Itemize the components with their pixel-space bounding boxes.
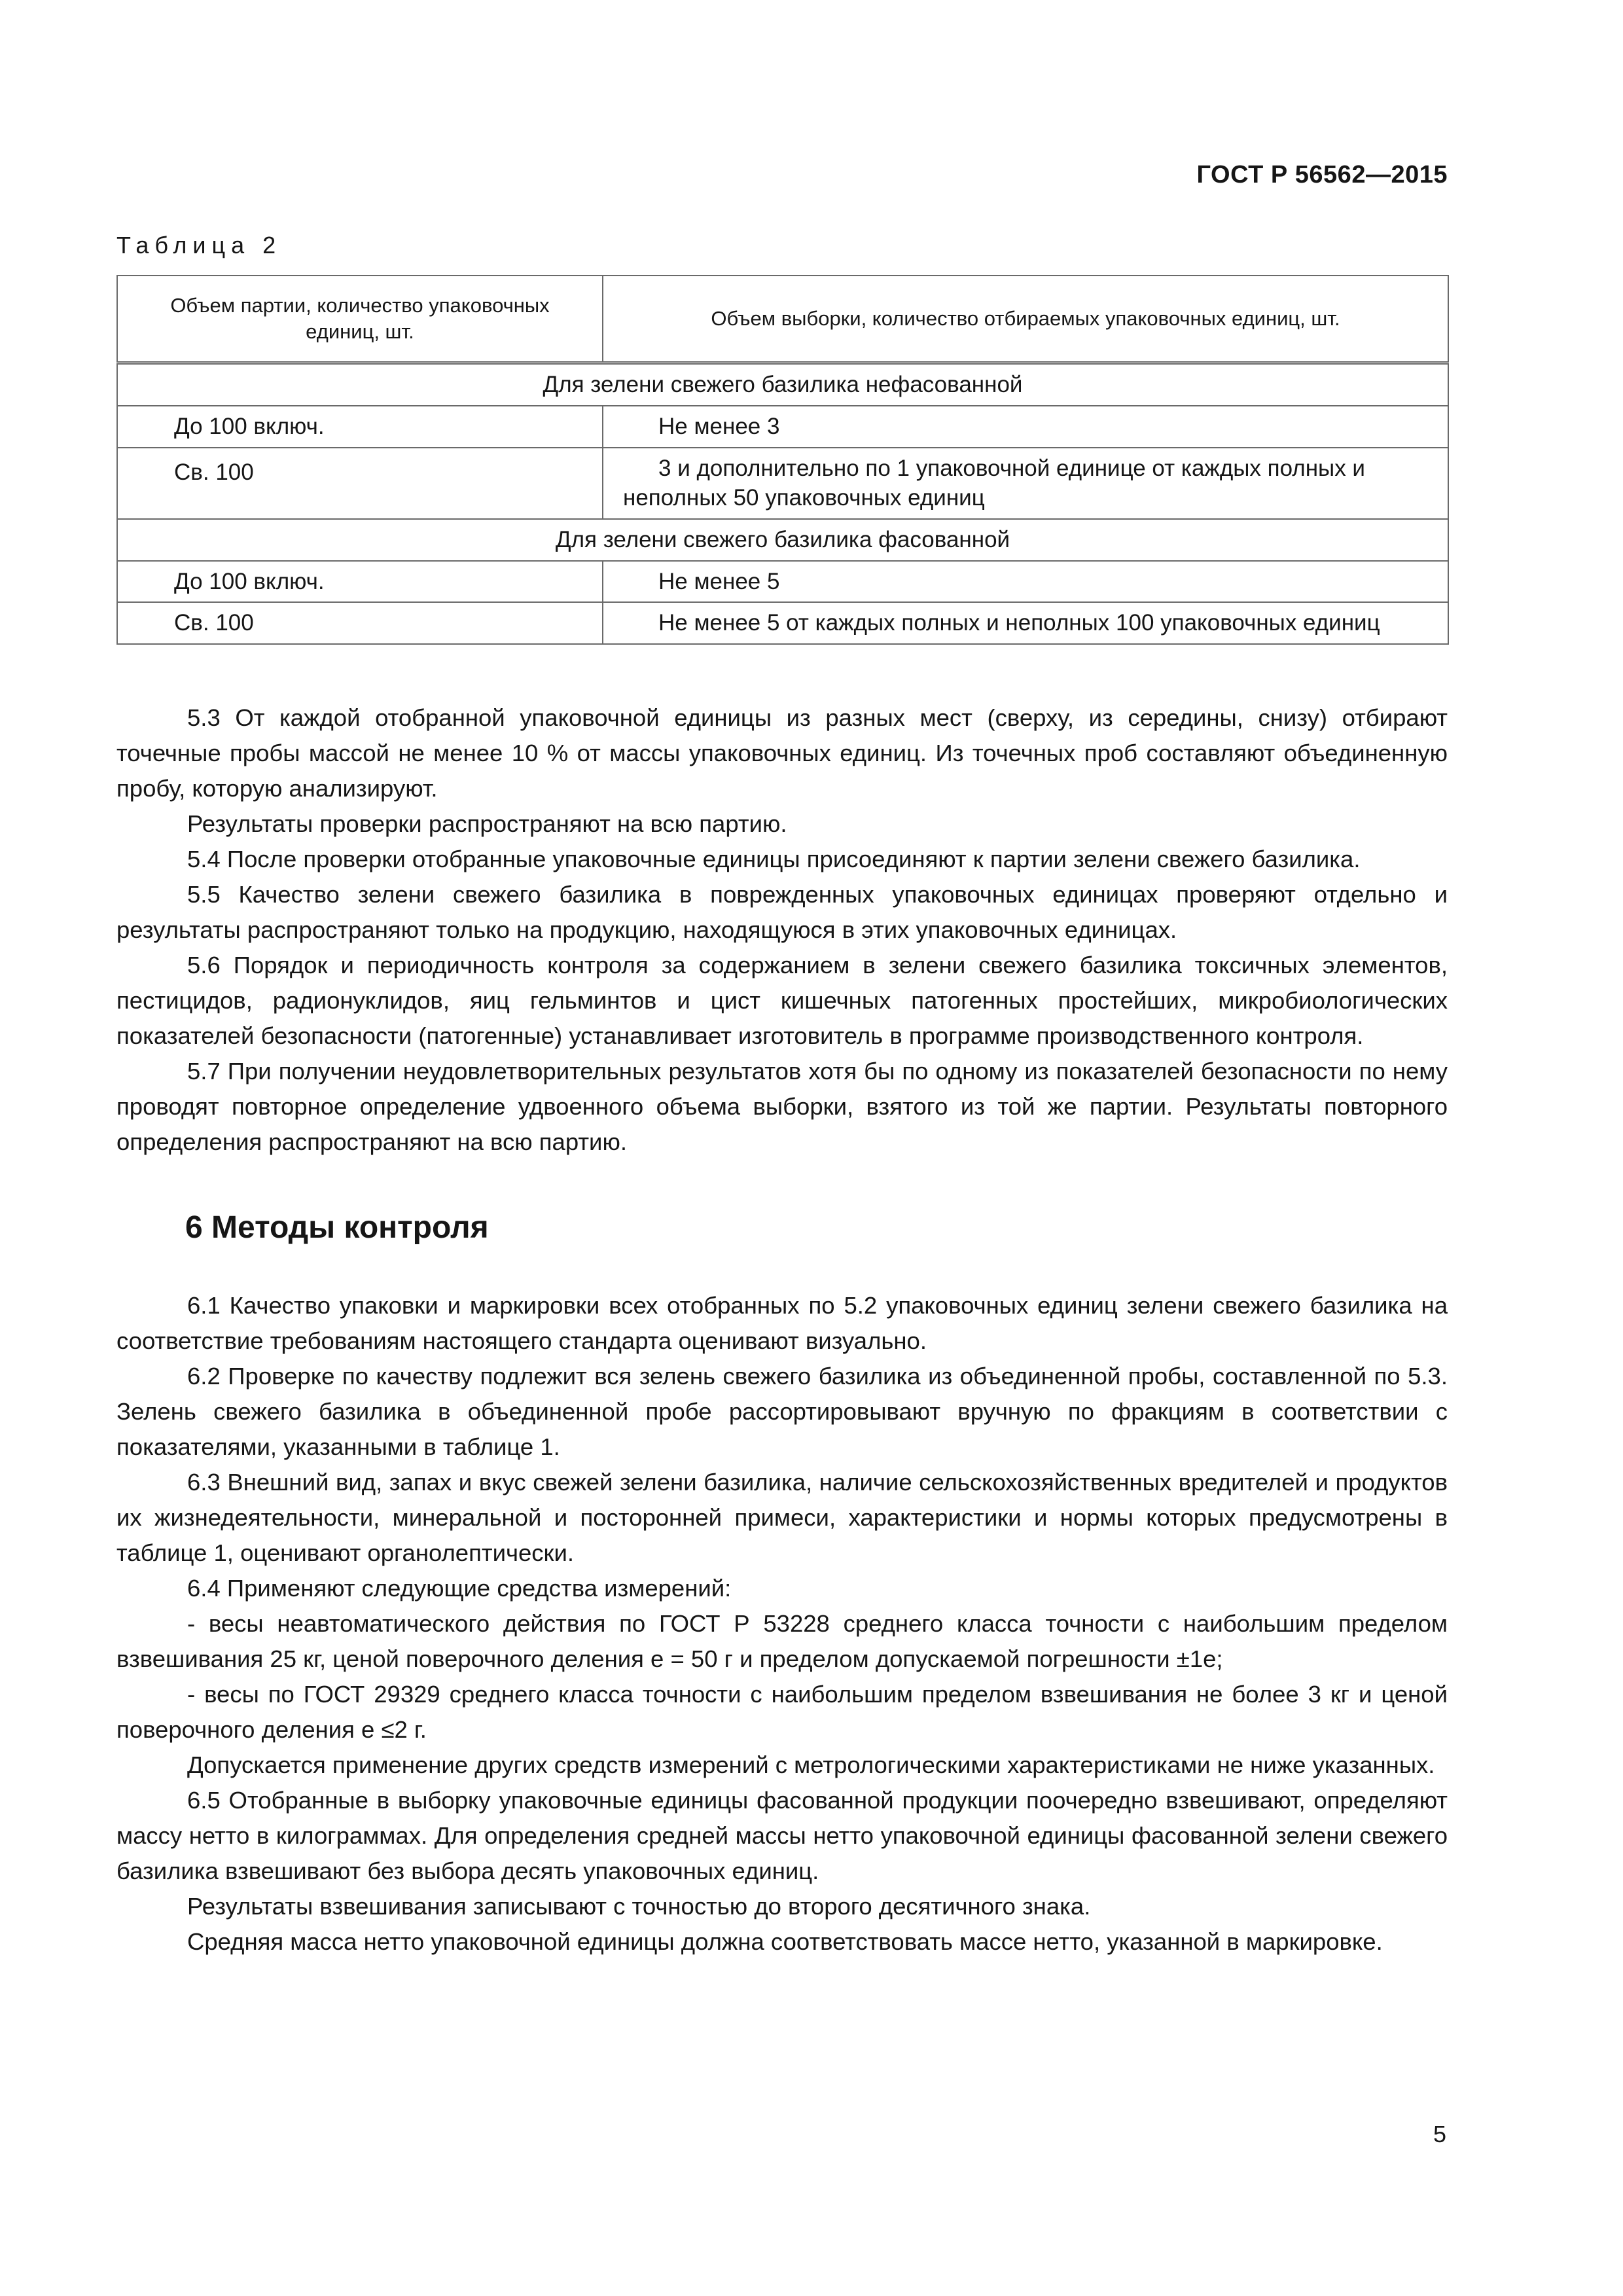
paragraph-6-5: 6.5 Отобранные в выборку упаковочные единицы фасованной продукции поочередно взвешивают, определяют массу нетто в килограммах. Для определения средней массы нетто упаковочной единицы фасованной зелени свежего базилика взвешивают без выбора десять упаковочных единиц.	[116, 1787, 1448, 1884]
lot-size-cell: До 100 включ.	[117, 406, 603, 448]
paragraph-5-3: 5.3 От каждой отобранной упаковочной единицы из разных мест (сверху, из середины, снизу) отбирают точечные пробы массой не менее 10 % от массы упаковочных единиц. Из точечных проб составляют объединенную пробу, которую анализируют.	[116, 704, 1448, 802]
paragraph-5-6: 5.6 Порядок и периодичность контроля за содержанием в зелени свежего базилика токсичных элементов, пестицидов, радионуклидов, яиц гельминтов и цист кишечных патогенных простейших, микробиологических показателей безопасности (патогенные) устанавливает изготовитель в программе производственного контроля.	[116, 952, 1448, 1049]
paragraph-6-4: 6.4 Применяют следующие средства измерений:	[187, 1575, 732, 1602]
section-5-text	[116, 700, 1448, 1160]
table-row	[117, 561, 1448, 603]
paragraph-6-4-note: Допускается применение других средств измерений с метрологическими характеристиками не ниже указанных.	[187, 1751, 1435, 1778]
group-title-unpacked: Для зелени свежего базилика нефасованной	[117, 363, 1448, 406]
list-item-scales-1: - весы неавтоматического действия по ГОСТ Р 53228 среднего класса точности с наибольшим пределом взвешивания 25 кг, ценой поверочного деления е = 50 г и пределом допускаемой погрешности ±1е;	[116, 1610, 1448, 1672]
paragraph-5-5: 5.5 Качество зелени свежего базилика в поврежденных упаковочных единицах проверяют отдельно и результаты распространяют только на продукцию, находящуюся в этих упаковочных единицах.	[116, 881, 1448, 943]
group-title-packed: Для зелени свежего базилика фасованной	[117, 519, 1448, 561]
sampling-table	[116, 275, 1449, 645]
list-item-scales-2: - весы по ГОСТ 29329 среднего класса точности с наибольшим пределом взвешивания не более 3 кг и ценой поверочного деления е ≤2 г.	[116, 1681, 1448, 1743]
table-row	[117, 448, 1448, 519]
table-caption: Таблица 2	[116, 232, 282, 259]
header-sample-size: Объем выборки, количество отбираемых упаковочных единиц, шт.	[603, 276, 1448, 363]
sample-size-text: Не менее 3	[658, 414, 780, 439]
paragraph-6-2: 6.2 Проверке по качеству подлежит вся зелень свежего базилика из объединенной пробы, составленной по 5.3. Зелень свежего базилика в объединенной пробе рассортировывают вручную по фракциям в соответствии с показателями, указанными в таблице 1.	[116, 1363, 1448, 1460]
paragraph-6-5-precision: Результаты взвешивания записывают с точностью до второго десятичного знака.	[187, 1893, 1091, 1920]
header-lot-size: Объем партии, количество упаковочных единиц, шт.	[117, 276, 603, 363]
lot-size-cell: Св. 100	[117, 602, 603, 644]
table-group-row	[117, 519, 1448, 561]
table-header-row	[117, 276, 1448, 363]
document-code: ГОСТ Р 56562—2015	[1196, 161, 1448, 188]
paragraph-6-5-net-mass: Средняя масса нетто упаковочной единицы должна соответствовать массе нетто, указанной в маркировке.	[187, 1928, 1383, 1955]
sample-size-cell: 3 и дополнительно по 1 упаковочной единице от каждых полных и неполных 50 упаковочных единиц	[603, 448, 1448, 519]
table-group-row	[117, 363, 1448, 406]
page-number: 5	[1433, 2121, 1446, 2147]
paragraph-6-1: 6.1 Качество упаковки и маркировки всех отобранных по 5.2 упаковочных единиц зелени свежего базилика на соответствие требованиям настоящего стандарта оценивают визуально.	[116, 1292, 1448, 1354]
sample-size-cell	[603, 602, 1448, 644]
paragraph-5-3-result: Результаты проверки распространяют на всю партию.	[187, 810, 787, 837]
lot-size-cell: До 100 включ.	[117, 561, 603, 603]
section-6-text	[116, 1288, 1448, 1960]
sample-size-cell	[603, 406, 1448, 448]
table-row	[117, 406, 1448, 448]
sample-size-text: Не менее 5	[658, 568, 780, 594]
table-row	[117, 602, 1448, 644]
sample-size-cell	[603, 561, 1448, 603]
paragraph-6-3: 6.3 Внешний вид, запах и вкус свежей зелени базилика, наличие сельскохозяйственных вредителей и продуктов их жизнедеятельности, минеральной и посторонней примеси, характеристики и нормы которых предусмотрены в таблице 1, оценивают органолептически.	[116, 1469, 1448, 1566]
section-6-heading: 6 Методы контроля	[185, 1210, 489, 1245]
paragraph-5-4: 5.4 После проверки отобранные упаковочные единицы присоединяют к партии зелени свежего базилика.	[187, 846, 1361, 872]
paragraph-5-7: 5.7 При получении неудовлетворительных результатов хотя бы по одному из показателей безопасности по нему проводят повторное определение удвоенного объема выборки, взятого из той же партии. Результаты повторного определения распространяют на всю партию.	[116, 1058, 1448, 1155]
sample-size-text: Не менее 5 от каждых полных и неполных 100 упаковочных единиц	[658, 610, 1380, 636]
lot-size-cell: Св. 100	[117, 448, 603, 519]
